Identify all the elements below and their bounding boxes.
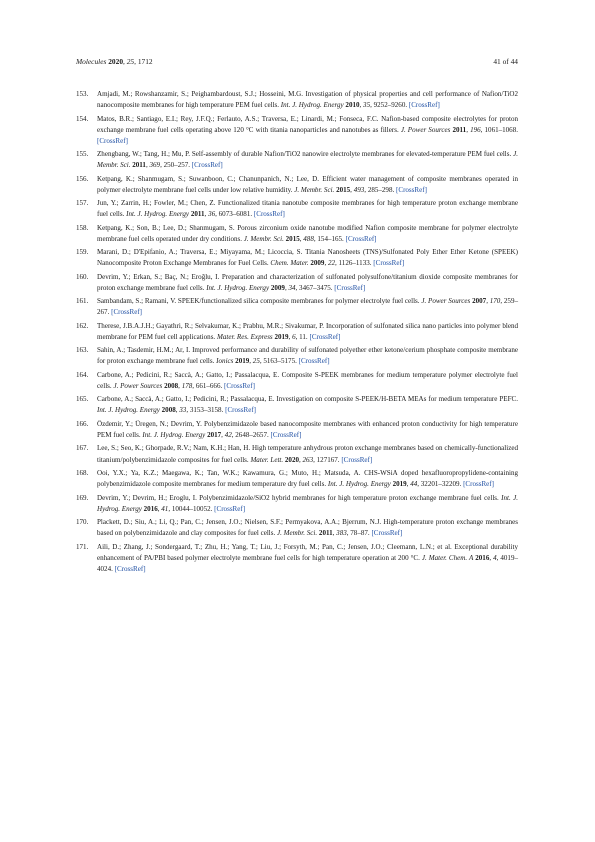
reference-text: Sahin, A.; Tasdemir, H.M.; Ar, I. Improved performance and durability of sulfonated polyether ether ketone/cerium phosphate composite membrane for proton exchange membrane fuel cells.: [97, 346, 518, 366]
crossref-link[interactable]: [CrossRef]: [111, 308, 143, 317]
reference-item: 154. Matos, B.R.; Santiago, E.I.; Rey, J.F.Q.; Ferlauto, A.S.; Traversa, E.; Linardi, M.; Fonseca, F.C. Nafion-based composite electrolytes for proton exchange membrane fuel cells operating above 120 °C with titania nanoparticles and nanotubes as fillers. J. Power Sources 2011, 196, 1061–1068. [CrossRef]: [76, 114, 518, 145]
reference-item: 155. Zhengbang, W.; Tang, H.; Mu, P. Self-assembly of durable Nafion/TiO2 nanowire electrolyte membranes for elevated-temperature PEM fuel cells. J. Membr. Sci. 2011, 369, 250–257. [CrossRef]: [76, 150, 518, 170]
reference-pages: 285–298.: [367, 185, 395, 194]
reference-pages: 78–87.: [350, 529, 370, 538]
reference-year: 2011: [190, 210, 205, 219]
reference-number: 156.: [76, 174, 89, 183]
reference-volume: 493: [353, 185, 365, 194]
reference-item: 161. Sambandam, S.; Ramani, V. SPEEK/functionalized silica composite membranes for polymer electrolyte fuel cells. J. Power Sources 2007, 170, 259–267. [CrossRef]: [76, 297, 518, 317]
reference-item: 168. Ooi, Y.X.; Ya, K.Z.; Maegawa, K.; Tan, W.K.; Kawamura, G.; Muto, H.; Matsuda, A. CHS-WSiA doped hexafluoropropylidene-containing polybenzimidazole composite membranes for medium temperature dry fuel cells. Int. J. Hydrog. Energy 2019, 44, 32201–32209. [CrossRef]: [76, 469, 518, 489]
reference-year: 2015: [336, 185, 351, 194]
reference-item: 162. Therese, J.B.A.J.H.; Gayathri, R.; Selvakumar, K.; Prabhu, M.R.; Sivakumar, P. Incorporation of sulfonated silica nano particles into polymer blend membrane for PEM fuel cell applications. Mater. Res. Express 2019, 6, 11. [CrossRef]: [76, 321, 518, 341]
reference-number: 160.: [76, 272, 89, 281]
crossref-link[interactable]: [CrossRef]: [225, 406, 257, 415]
reference-text: Lee, S.; Seo, K.; Ghorpade, R.V.; Nam, K.H.; Han, H. High temperature anhydrous proton exchange membranes based on chemically-functionalized titanium/polybenzimidazole composites for fuel cells.: [97, 444, 518, 464]
reference-text: Carbone, A.; Pedicini, R.; Saccà, A.; Gatto, I.; Passalacqua, E. Composite S-PEEK membranes for medium temperature polymer electrolyte fuel cells.: [97, 370, 518, 390]
reference-number: 161.: [76, 297, 89, 306]
reference-pages: 6073–6081.: [218, 210, 253, 219]
reference-journal: J. Power Sources: [113, 381, 163, 390]
reference-volume: 33: [179, 406, 187, 415]
page-number: 41 of 44: [493, 57, 518, 66]
reference-text: Devrim, Y.; Devrim, H.; Eroglu, I. Polybenzimidazole/SiO2 hybrid membranes for high temperature proton exchange membrane fuel cells.: [97, 493, 502, 502]
reference-volume: 6: [292, 332, 296, 341]
reference-journal: Ionics: [216, 357, 234, 366]
reference-item: 157. Jun, Y.; Zarrin, H.; Fowler, M.; Chen, Z. Functionalized titania nanotube composite membranes for high temperature proton exchange membrane fuel cells. Int. J. Hydrog. Energy 2011, 36, 6073–6081. [CrossRef]: [76, 199, 518, 219]
crossref-link[interactable]: [CrossRef]: [341, 455, 373, 464]
reference-item: 159. Marani, D.; D'Epifanio, A.; Traversa, E.; Miyayama, M.; Licoccia, S. Titania Nanosheets (TNS)/Sulfonated Poly Ether Ether Ketone (SPEEK) Nanocomposite Proton Exchange Membranes for Fuel Cells. Chem. Mater. 2009, 22, 1126–1133. [CrossRef]: [76, 248, 518, 268]
reference-year: 2011: [132, 161, 146, 170]
reference-journal: J. Power Sources: [421, 297, 471, 306]
reference-item: 164. Carbone, A.; Pedicini, R.; Saccà, A.; Gatto, I.; Passalacqua, E. Composite S-PEEK membranes for medium temperature polymer electrolyte fuel cells. J. Power Sources 2008, 178, 661–666. [CrossRef]: [76, 370, 518, 390]
reference-number: 158.: [76, 223, 89, 232]
reference-volume: 170: [489, 297, 501, 306]
crossref-link[interactable]: [CrossRef]: [114, 564, 146, 573]
reference-pages: 127167.: [316, 455, 340, 464]
reference-journal: J. Power Sources: [400, 125, 451, 134]
reference-year: 2011: [452, 125, 467, 134]
journal-name: Molecules: [76, 57, 107, 66]
reference-journal: J. Membr. Sci.: [243, 234, 284, 243]
reference-text: Sambandam, S.; Ramani, V. SPEEK/functionalized silica composite membranes for polymer electrolyte fuel cells.: [97, 297, 422, 306]
reference-year: 2019: [392, 480, 407, 489]
reference-text: Carbone, A.; Saccà, A.; Gatto, I.; Pedicini, R.; Passalacqua, E. Investigation on composite S-PEEK/H-BETA MEAs for medium temperature PEFC.: [97, 395, 518, 404]
reference-journal: Int. J. Hydrog. Energy: [97, 406, 160, 415]
reference-number: 163.: [76, 346, 89, 355]
crossref-link[interactable]: [CrossRef]: [373, 259, 405, 268]
reference-pages: 1126–1133.: [338, 259, 372, 268]
reference-pages: 3467–3475.: [299, 283, 333, 292]
reference-text: Matos, B.R.; Santiago, E.I.; Rey, J.F.Q.; Ferlauto, A.S.; Traversa, E.; Linardi, M.; Fonseca, F.C. Nafion-based composite electrolytes for proton exchange membrane fuel cells operating above 120 °C with titania nanoparticles and nanotubes as fillers.: [97, 114, 518, 134]
reference-journal: J. Membr. Sci.: [277, 529, 318, 538]
reference-journal: Int. J. Hydrog. Energy: [142, 431, 206, 439]
reference-item: 165. Carbone, A.; Saccà, A.; Gatto, I.; Pedicini, R.; Passalacqua, E. Investigation on composite S-PEEK/H-BETA MEAs for medium temperature PEFC. Int. J. Hydrog. Energy 2008, 33, 3153–3158. [CrossRef]: [76, 395, 518, 415]
reference-text: Jun, Y.; Zarrin, H.; Fowler, M.; Chen, Z. Functionalized titania nanotube composite membranes for high temperature proton exchange membrane fuel cells.: [97, 199, 518, 219]
journal-volume: 25: [126, 57, 135, 66]
reference-text: Marani, D.; D'Epifanio, A.; Traversa, E.; Miyayama, M.; Licoccia, S. Titania Nanosheets (TNS)/Sulfonated Poly Ether Ether Ketone (SPEEK) Nanocomposite Proton Exchange Membranes for Fuel Cells.: [97, 248, 518, 268]
reference-year: 2019: [274, 332, 289, 341]
reference-volume: 488: [303, 234, 314, 243]
reference-text: Zhengbang, W.; Tang, H.; Mu, P. Self-assembly of durable Nafion/TiO2 nanowire electrolyte membranes for elevated-temperature PEM fuel cells.: [97, 150, 514, 159]
reference-volume: 42: [224, 431, 232, 439]
reference-volume: 44: [410, 480, 418, 489]
crossref-link[interactable]: [CrossRef]: [408, 101, 440, 110]
reference-volume: 383: [336, 529, 347, 538]
reference-year: 2008: [161, 406, 176, 415]
crossref-link[interactable]: [CrossRef]: [214, 504, 246, 513]
reference-number: 167.: [76, 444, 89, 453]
reference-number: 159.: [76, 248, 89, 257]
reference-pages: 661–666.: [195, 381, 223, 390]
reference-text: Amjadi, M.; Rowshanzamir, S.; Peighambardoust, S.J.; Hosseini, M.G. Investigation of physical properties and cell performance of Nafion/TiO2 nanocomposite membranes for high temperature PEM fuel cells.: [97, 90, 518, 110]
crossref-link[interactable]: [CrossRef]: [191, 161, 223, 170]
reference-volume: 369: [149, 161, 161, 170]
journal-citation: Molecules 2020, 25, 1712: [76, 57, 153, 66]
reference-journal: Int. J. Hydrog. Energy: [126, 210, 190, 219]
reference-pages: 250–257.: [163, 161, 191, 170]
reference-year: 2011: [318, 529, 333, 538]
reference-text: Ketpang, K.; Son, B.; Lee, D.; Shanmugam, S. Porous zirconium oxide nanotube modified Nafion composite membrane for polymer electrolyte membrane fuel cells operated under dry conditions.: [97, 223, 518, 243]
reference-pages: 3153–3158.: [189, 406, 224, 415]
reference-item: 166. Özdemir, Y.; Üregen, N.; Devrim, Y. Polybenzimidazole based nanocomposite membranes with enhanced proton conductivity for high temperature PEM fuel cells. Int. J. Hydrog. Energy 2017, 42, 2648–2657. [CrossRef]: [76, 419, 518, 439]
reference-number: 169.: [76, 493, 89, 502]
reference-number: 168.: [76, 469, 89, 478]
reference-year: 2016: [143, 504, 158, 513]
crossref-link[interactable]: [CrossRef]: [396, 185, 427, 194]
reference-item: 158. Ketpang, K.; Son, B.; Lee, D.; Shanmugam, S. Porous zirconium oxide nanotube modified Nafion composite membrane for polymer electrolyte membrane fuel cells operated under dry conditions. J. Membr. Sci. 2015, 488, 154–165. [CrossRef]: [76, 223, 518, 243]
journal-year: 2020: [108, 57, 124, 66]
reference-pages: 154–165.: [317, 234, 344, 243]
reference-number: 155.: [76, 150, 89, 159]
reference-item: 169. Devrim, Y.; Devrim, H.; Eroglu, I. Polybenzimidazole/SiO2 hybrid membranes for high temperature proton exchange membrane fuel cells. Int. J. Hydrog. Energy 2016, 41, 10044–10052. [CrossRef]: [76, 493, 518, 513]
reference-year: 2020: [284, 455, 299, 464]
reference-number: 162.: [76, 321, 89, 330]
reference-item: 171. Aili, D.; Zhang, J.; Sondergaard, T.; Zhu, H.; Yang, T.; Liu, J.; Forsyth, M.; Pan, C.; Jensen, J.O.; Cleemann, L.N.; et al. Exceptional durability enhancement of PA/PBI based polymer electrolyte membrane fuel cells for high temperature operation at 200 °C. J. Mater. Chem. A 2016, 4, 4019–4024. [CrossRef]: [76, 542, 518, 573]
crossref-link[interactable]: [CrossRef]: [371, 529, 403, 538]
reference-number: 157.: [76, 199, 89, 208]
reference-number: 153.: [76, 90, 89, 98]
reference-pages: 11.: [299, 332, 308, 341]
reference-text: Devrim, Y.; Erkan, S.; Baç, N.; Eroğlu, I. Preparation and characterization of sulfonated polysulfone/titanium dioxide composite membranes for proton exchange membrane fuel cells.: [97, 272, 518, 292]
reference-journal: Mater. Lett.: [250, 455, 284, 464]
reference-journal: J. Mater. Chem. A: [421, 553, 474, 562]
crossref-link[interactable]: [CrossRef]: [309, 332, 341, 341]
reference-pages: 259–267.: [97, 297, 518, 317]
reference-journal: J. Membr. Sci.: [97, 150, 518, 170]
reference-list: [76, 89, 518, 577]
crossref-link[interactable]: [CrossRef]: [463, 480, 494, 489]
crossref-link[interactable]: [CrossRef]: [345, 234, 377, 243]
reference-text: Plackett, D.; Siu, A.; Li, Q.; Pan, C.; Jensen, J.O.; Nielsen, S.F.; Permyakova, A.A.; Bjerrum, N.J. High-temperature proton exchange membranes based on polybenzimidazole and clay composites for fuel cells.: [97, 518, 518, 538]
reference-volume: 35: [363, 101, 371, 110]
crossref-link[interactable]: [CrossRef]: [253, 210, 285, 219]
reference-pages: 5163–5175.: [263, 357, 297, 366]
reference-text: Ketpang, K.; Shanmugam, S.; Suwanboon, C.; Chanunpanich, N.; Lee, D. Efficient water management of composite membranes operated in polymer electrolyte membrane fuel cells under low relative humidity.: [97, 174, 518, 194]
reference-text: Ooi, Y.X.; Ya, K.Z.; Maegawa, K.; Tan, W.K.; Kawamura, G.; Muto, H.; Matsuda, A. CHS-WSiA doped hexafluoropropylidene-containing polybenzimidazole composite membranes for medium temperature dry fuel cells.: [97, 469, 518, 489]
reference-pages: 32201–32209.: [420, 480, 462, 489]
reference-year: 2015: [285, 234, 300, 243]
reference-item: 156. Ketpang, K.; Shanmugam, S.; Suwanboon, C.; Chanunpanich, N.; Lee, D. Efficient water management of composite membranes operated in polymer electrolyte membrane fuel cells under low relative humidity. J. Membr. Sci. 2015, 493, 285–298. [CrossRef]: [76, 174, 518, 194]
reference-journal: Int. J. Hydrog. Energy: [280, 101, 344, 110]
reference-pages: 9252–9260.: [373, 101, 408, 110]
reference-number: 165.: [76, 395, 89, 404]
reference-volume: 22: [327, 259, 336, 268]
reference-number: 154.: [76, 114, 89, 123]
reference-pages: 2648–2657.: [235, 431, 269, 439]
reference-item: 170. Plackett, D.; Siu, A.; Li, Q.; Pan, C.; Jensen, J.O.; Nielsen, S.F.; Permyakova, A.A.; Bjerrum, N.J. High-temperature proton exchange membranes based on polybenzimidazole and clay composites for fuel cells. J. Membr. Sci. 2011, 383, 78–87. [CrossRef]: [76, 518, 518, 538]
reference-volume: 25: [252, 357, 260, 366]
reference-journal: Int. J. Hydrog. Energy: [206, 283, 270, 292]
reference-journal: Chem. Mater.: [270, 259, 309, 268]
reference-year: 2010: [345, 101, 360, 110]
reference-volume: 196: [470, 125, 481, 134]
reference-item: 163. Sahin, A.; Tasdemir, H.M.; Ar, I. Improved performance and durability of sulfonated polyether ether ketone/cerium phosphate composite membrane for proton exchange membrane fuel cells. Ionics 2019, 25, 5163–5175. [CrossRef]: [76, 346, 518, 366]
reference-item: 153. Amjadi, M.; Rowshanzamir, S.; Peighambardoust, S.J.; Hosseini, M.G. Investigation of physical properties and cell performance of Nafion/TiO2 nanocomposite membranes for high temperature PEM fuel cells. Int. J. Hydrog. Energy 2010, 35, 9252–9260. [CrossRef]: [76, 90, 518, 110]
crossref-link[interactable]: [CrossRef]: [334, 283, 366, 292]
reference-year: 2019: [235, 357, 250, 366]
reference-year: 2009: [310, 259, 325, 268]
reference-volume: 34: [288, 283, 296, 292]
crossref-link[interactable]: [CrossRef]: [224, 381, 255, 390]
reference-pages: 4019–4024.: [97, 553, 518, 573]
reference-volume: 36: [208, 210, 216, 219]
reference-volume: 263: [302, 455, 314, 464]
crossref-link[interactable]: [CrossRef]: [270, 431, 302, 439]
reference-year: 2016: [475, 553, 490, 562]
reference-text: Aili, D.; Zhang, J.; Sondergaard, T.; Zhu, H.; Yang, T.; Liu, J.; Forsyth, M.; Pan, C.; Jensen, J.O.; Cleemann, L.N.; et al. Exceptional durability enhancement of PA/PBI based polymer electrolyte membrane fuel cells for high temperature operation at 200 °C.: [97, 542, 518, 562]
reference-journal: Mater. Res. Express: [216, 332, 273, 341]
reference-number: 171.: [76, 542, 89, 551]
reference-year: 2009: [270, 283, 285, 292]
article-number: 1712: [137, 57, 153, 66]
crossref-link[interactable]: [CrossRef]: [298, 357, 330, 366]
reference-pages: 10044–10052.: [171, 504, 213, 513]
reference-year: 2007: [472, 297, 487, 306]
reference-text: Therese, J.B.A.J.H.; Gayathri, R.; Selvakumar, K.; Prabhu, M.R.; Sivakumar, P. Incorporation of sulfonated silica nano particles into polymer blend membrane for PEM fuel cell applications.: [97, 321, 518, 341]
reference-volume: 41: [161, 504, 169, 513]
reference-number: 166.: [76, 419, 89, 428]
reference-volume: 4: [493, 553, 497, 562]
reference-item: 160. Devrim, Y.; Erkan, S.; Baç, N.; Eroğlu, I. Preparation and characterization of sulfonated polysulfone/titanium dioxide composite membranes for proton exchange membrane fuel cells. Int. J. Hydrog. Energy 2009, 34, 3467–3475. [CrossRef]: [76, 272, 518, 292]
crossref-link[interactable]: [CrossRef]: [97, 136, 128, 145]
reference-volume: 178: [181, 381, 193, 390]
reference-number: 170.: [76, 518, 89, 527]
reference-pages: 1061–1068.: [484, 125, 518, 134]
reference-year: 2017: [207, 431, 222, 439]
reference-item: 167. Lee, S.; Seo, K.; Ghorpade, R.V.; Nam, K.H.; Han, H. High temperature anhydrous proton exchange membranes based on chemically-functionalized titanium/polybenzimidazole composites for fuel cells. Mater. Lett. 2020, 263, 127167. [CrossRef]: [76, 444, 518, 464]
reference-number: 164.: [76, 370, 89, 379]
running-header: [76, 56, 518, 68]
reference-year: 2008: [164, 381, 179, 390]
reference-journal: J. Membr. Sci.: [294, 185, 335, 194]
reference-text: Özdemir, Y.; Üregen, N.; Devrim, Y. Polybenzimidazole based nanocomposite membranes with enhanced proton conductivity for high temperature PEM fuel cells.: [97, 419, 518, 439]
reference-journal: Int. J. Hydrog. Energy: [97, 493, 518, 513]
reference-journal: Int. J. Hydrog. Energy: [327, 480, 391, 489]
